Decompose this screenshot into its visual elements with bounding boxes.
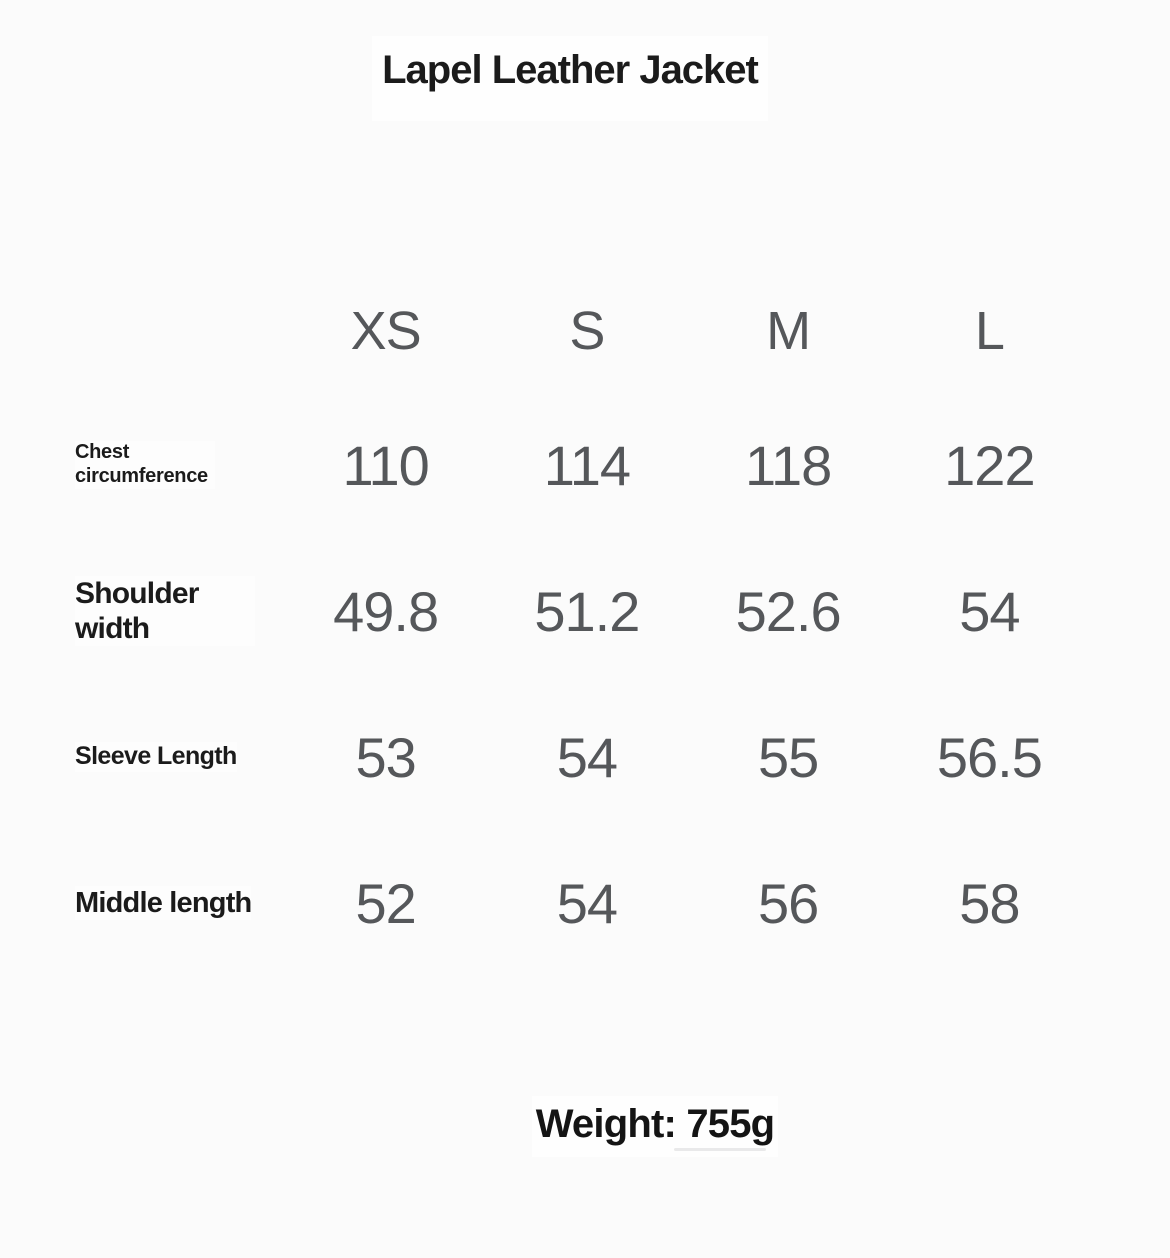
column-header-l: L (974, 301, 1004, 361)
size-table (60, 270, 1090, 976)
shoulder-value-xs: 49.8 (333, 579, 439, 643)
column-header-xs: XS (350, 301, 421, 361)
sleeve-value-l: 56.5 (936, 725, 1042, 789)
sleeve-value-xs: 53 (355, 725, 416, 789)
chest-value-s: 114 (543, 433, 631, 497)
row-label-sleeve-length: Sleeve Length (75, 742, 237, 771)
underline-artifact (674, 1148, 766, 1151)
size-table-corner-cell (60, 270, 285, 392)
column-header-m: M (766, 301, 811, 361)
shoulder-value-m: 52.6 (735, 579, 841, 643)
weight-note-container (455, 1096, 855, 1157)
row-label-shoulder-width: Shoulder width (60, 538, 285, 684)
middle-value-m: 56 (757, 871, 819, 935)
column-header-s: S (569, 301, 605, 361)
middle-value-xs: 52 (355, 871, 416, 935)
row-label-middle-length: Middle length (75, 886, 252, 919)
weight-note: Weight: 755g (532, 1096, 779, 1157)
middle-value-l: 58 (959, 871, 1020, 935)
shoulder-value-s: 51.2 (534, 579, 640, 643)
sleeve-value-m: 55 (757, 725, 819, 789)
page-title: Lapel Leather Jacket (372, 36, 768, 121)
shoulder-value-l: 54 (959, 579, 1020, 643)
page-title-container (355, 36, 785, 121)
chest-value-m: 118 (744, 433, 832, 497)
middle-value-s: 54 (556, 871, 618, 935)
chest-value-l: 122 (944, 433, 1035, 497)
chest-value-xs: 110 (342, 433, 429, 497)
sleeve-value-s: 54 (556, 725, 618, 789)
row-label-chest-circumference: Chest circumference (60, 392, 285, 538)
